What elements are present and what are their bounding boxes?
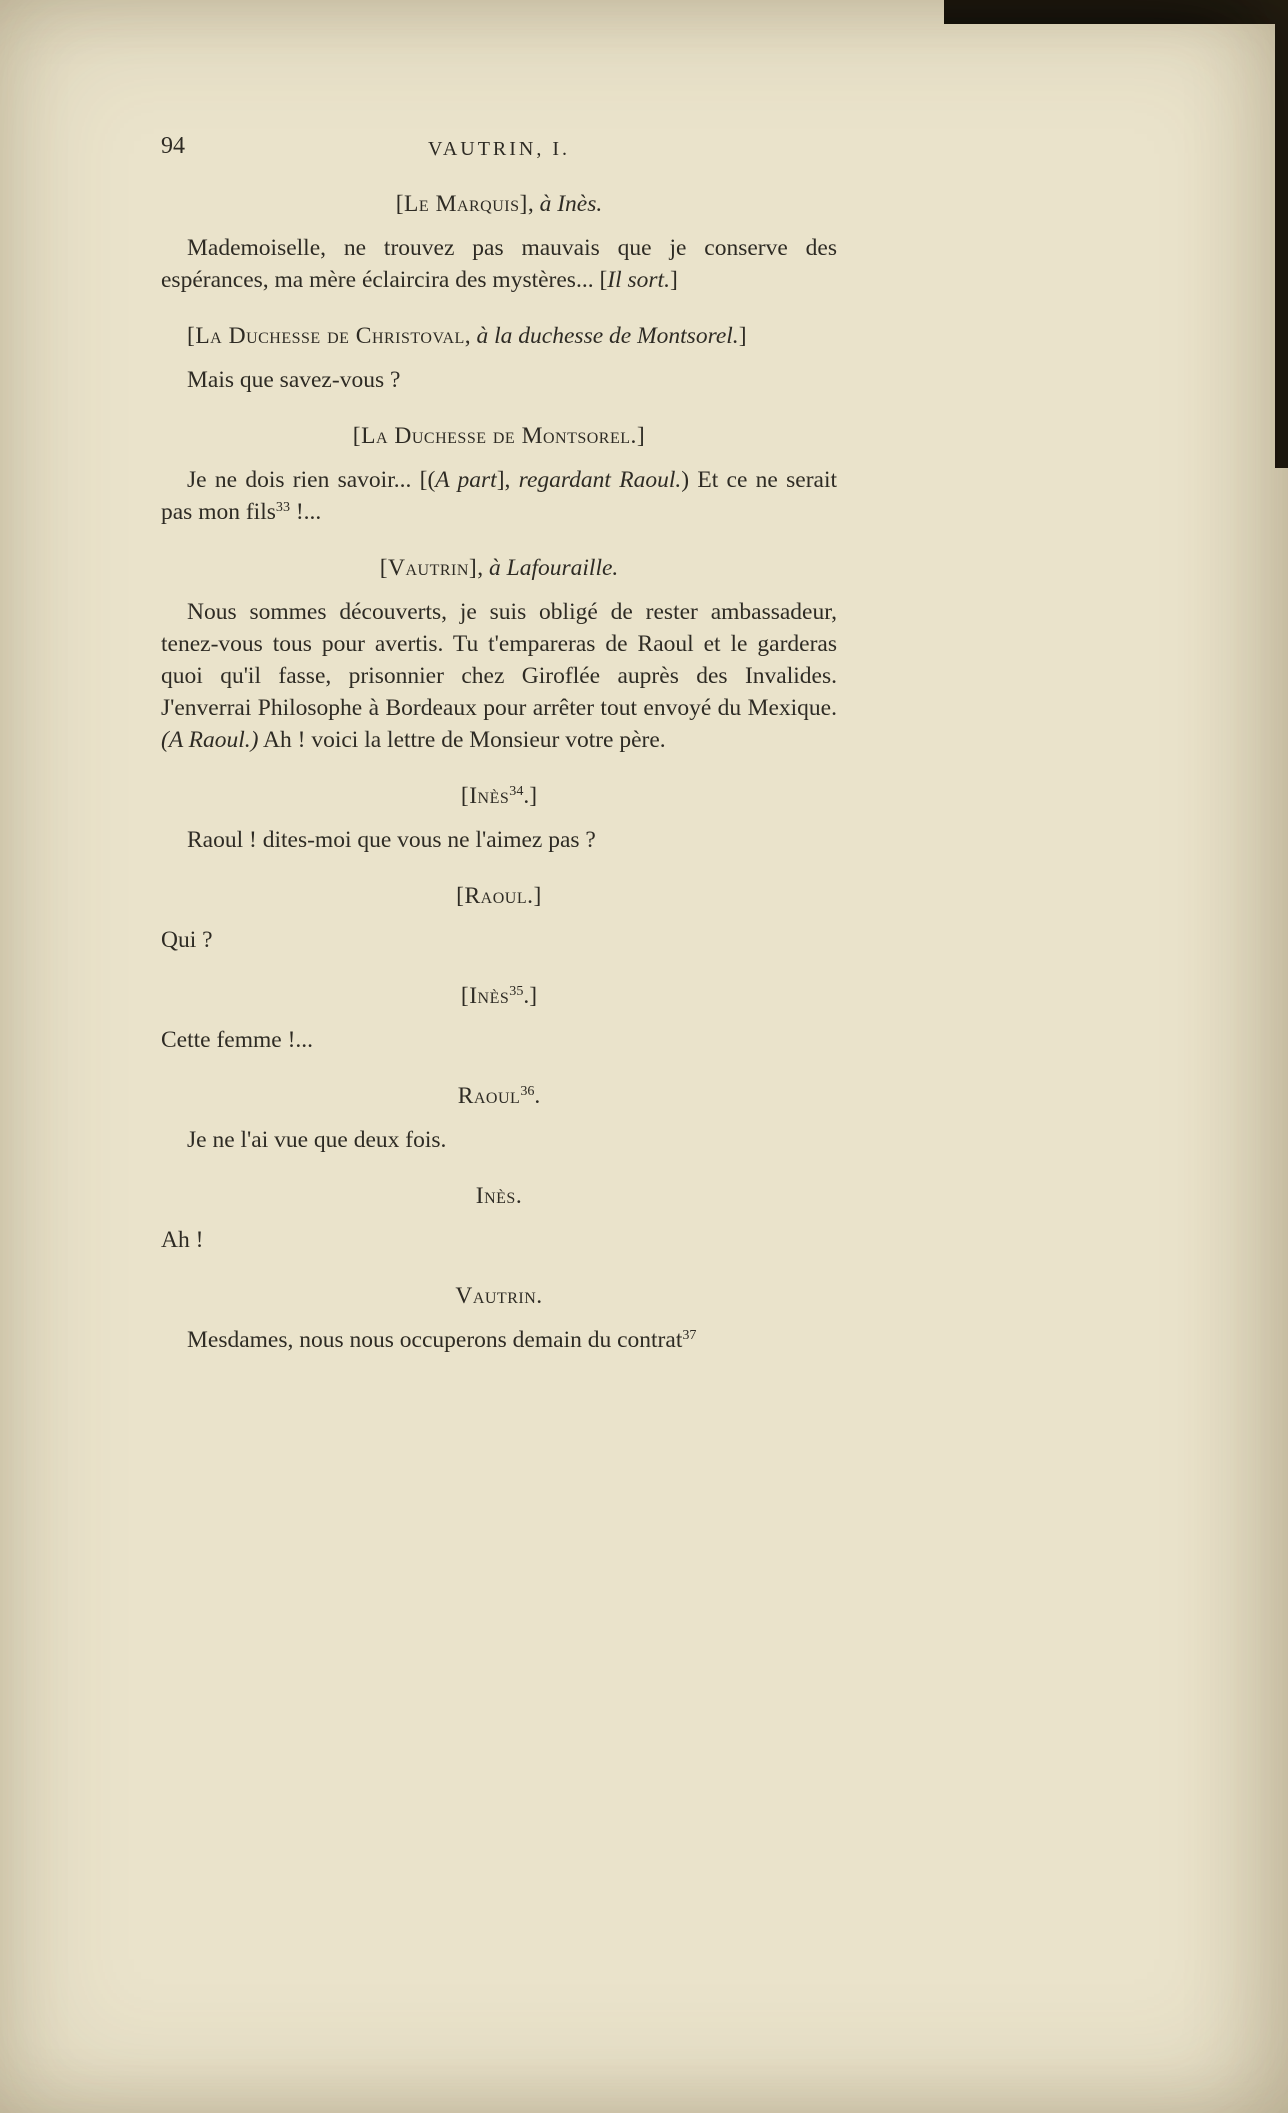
text-segment: ], (496, 467, 519, 493)
speaker-heading (161, 1180, 837, 1212)
speaker-heading (161, 320, 837, 352)
speaker-heading (161, 980, 837, 1012)
text-segment: à Inès. (539, 191, 603, 217)
text-segment: Je ne l'ai vue que deux fois. (187, 1127, 447, 1153)
text-segment: à Lafouraille. (489, 555, 619, 581)
text-segment: , (527, 191, 540, 217)
page-body (161, 188, 837, 1356)
text-segment: Vautrin. (455, 1283, 543, 1309)
text-segment: . (534, 1083, 541, 1109)
text-segment: [La Duchesse de Christoval (187, 323, 465, 349)
text-segment: ) Et ce ne serait pas mon fils (161, 467, 838, 525)
text-segment: Je ne dois rien savoir... [( (187, 467, 436, 493)
speaker-heading (161, 780, 837, 812)
text-segment: [Inès (460, 983, 510, 1009)
running-head (161, 130, 837, 164)
dialogue-paragraph (161, 1124, 837, 1156)
dialogue-paragraph (161, 364, 837, 396)
dialogue-paragraph (161, 1224, 837, 1256)
footnote-reference: 33 (275, 499, 290, 516)
text-segment: Inès. (475, 1183, 523, 1209)
speaker-heading (161, 880, 837, 912)
text-segment: Cette femme !... (161, 1027, 314, 1053)
dialogue-paragraph (161, 924, 837, 956)
speaker-heading (161, 1080, 837, 1112)
text-segment: , (464, 323, 477, 349)
footnote-reference: 34 (509, 783, 524, 800)
text-segment: [Raoul.] (456, 883, 542, 909)
footnote-reference: 36 (520, 1083, 535, 1100)
text-segment: A part (435, 467, 497, 493)
scan-artifact-right-strip (1275, 0, 1288, 468)
text-segment: (A Raoul.) (161, 727, 259, 753)
text-segment: ] (669, 267, 678, 293)
dialogue-paragraph (161, 232, 837, 296)
text-segment: [Inès (460, 783, 510, 809)
text-segment: !... (289, 499, 322, 525)
text-segment: à la duchesse de Montsorel. (476, 323, 739, 349)
text-segment: .] (523, 783, 538, 809)
text-segment: Mesdames, nous nous occuperons demain du contrat (187, 1327, 683, 1353)
scan-artifact-top-bar (944, 0, 1288, 24)
text-segment: ] (738, 323, 747, 349)
speaker-heading (161, 1280, 837, 1312)
dialogue-paragraph (161, 824, 837, 856)
text-segment: Mais que savez-vous ? (187, 367, 401, 393)
text-segment: .] (523, 983, 538, 1009)
dialogue-paragraph (161, 1324, 837, 1356)
dialogue-paragraph (161, 464, 837, 528)
text-segment: Ah ! (161, 1227, 204, 1253)
footnote-reference: 35 (509, 983, 524, 1000)
speaker-heading (161, 552, 837, 584)
speaker-heading (161, 188, 837, 220)
footnote-reference: 37 (682, 1327, 697, 1344)
running-title: VAUTRIN, I. (427, 138, 571, 160)
text-segment: Il sort. (607, 267, 670, 293)
text-segment: Raoul ! dites-moi que vous ne l'aimez pas ? (187, 827, 596, 853)
dialogue-paragraph (161, 1024, 837, 1056)
text-segment: , (477, 555, 490, 581)
page-number: 94 (161, 133, 185, 159)
text-segment: [La Duchesse de Montsorel.] (352, 423, 646, 449)
text-segment: Ah ! voici la lettre de Monsieur votre père. (258, 727, 666, 753)
speaker-heading (161, 420, 837, 452)
page-content (161, 130, 837, 1356)
text-segment: Mademoiselle, ne trouvez pas mauvais que je conserve des espérances, ma mère éclaircira des mystères... [ (161, 235, 837, 293)
text-segment: Raoul (457, 1083, 521, 1109)
text-segment: [Vautrin] (379, 555, 478, 581)
text-segment: [Le Marquis] (395, 191, 528, 217)
text-segment: regardant Raoul. (518, 467, 682, 493)
text-segment: Qui ? (161, 927, 213, 953)
text-segment: Nous sommes découverts, je suis obligé de rester ambassadeur, tenez-vous tous pour avertis. Tu t'empareras de Raoul et le garderas quoi qu'il fasse, prisonnier chez Giroflée auprès des Invalides. J'enverrai Philosophe à Bordeaux pour arrêter tout envoyé du Mexique. (161, 599, 837, 721)
dialogue-paragraph (161, 596, 837, 756)
